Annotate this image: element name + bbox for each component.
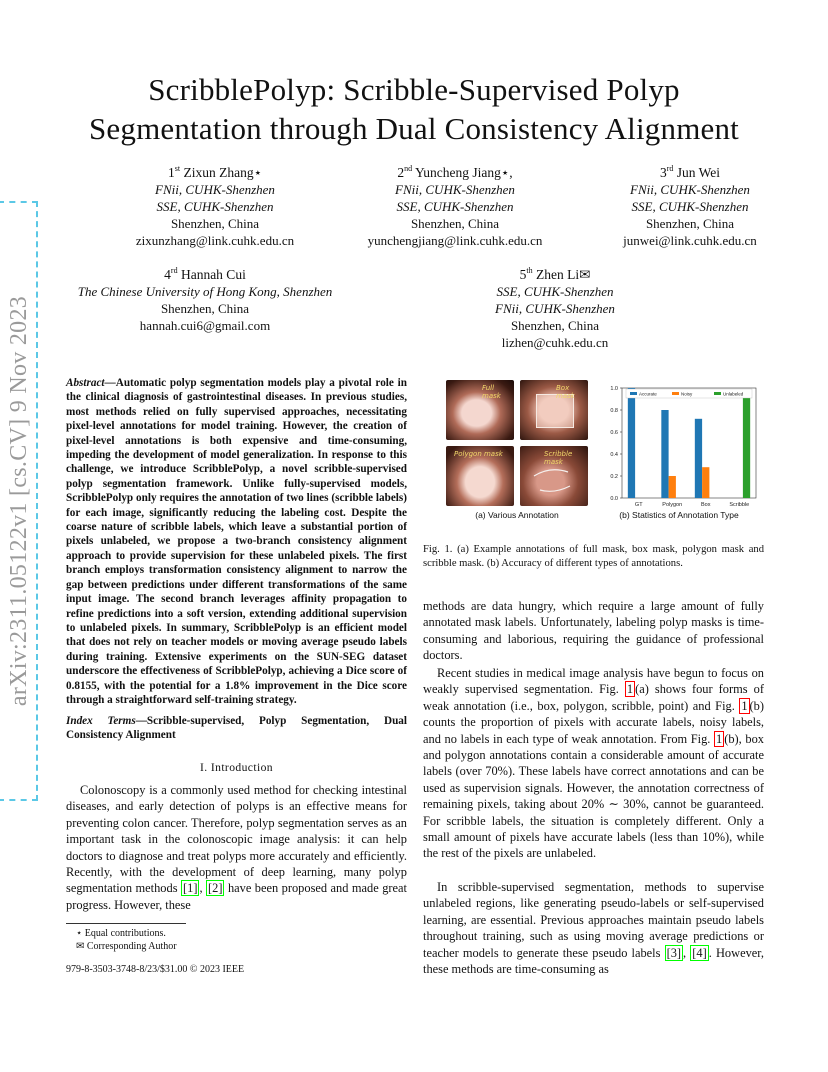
bar-noisy-polygon <box>669 476 676 498</box>
y-tick-label: 0.2 <box>610 474 618 480</box>
abstract <box>66 376 407 707</box>
legend-swatch-noisy <box>672 392 679 395</box>
footnote-rule <box>66 923 186 924</box>
citation-4[interactable]: [4] <box>692 945 707 960</box>
right-paragraph-3: In scribble-supervised segmentation, methods to supervise unlabeled regions, like generating pseudo-labels or self-supervised learning, are essential. Previous approaches maintain pseudo labels throughout training, such as using moving average predictions or teacher models to generate these pseudo labels [3] , [4] . However, these methods are time-consuming as <box>423 880 764 977</box>
y-tick-label: 1.0 <box>610 386 618 392</box>
author-2-email[interactable]: yunchengjiang@link.cuhk.edu.cn <box>367 233 543 248</box>
paper-title <box>0 70 828 148</box>
author-3: 3rd Jun Wei FNii, CUHK-Shenzhen SSE, CUHK-Shenzhen Shenzhen, China junwei@link.cuhk.edu.cn <box>580 164 800 249</box>
legend-swatch-unlabeled <box>714 392 721 395</box>
figure-1a <box>446 380 588 508</box>
index-terms-label: Index Terms <box>66 715 136 727</box>
chart-frame <box>622 388 756 498</box>
abstract-text: —Automatic polyp segmentation models play a pivotal role in the clinical diagnosis of gastrointestinal diseases. In previous studies, most methods relied on fully supervised approaches, necessitating pixel-level annotations for model training. However, the creation of pixel-level annotations is both expensive and time-consuming, impeding the development of model generalization. In response to this challenge, we introduce ScribblePolyp, a novel scribble-supervised polyp segmentation framework. Unlike fully-supervised models, ScribblePolyp only requires the annotation of two lines (scribble labels) for each image, significantly reducing the labeling cost. Despite the coarse nature of scribble labels, which leave a substantial portion of pixels unlabeled, we propose a two-branch consistency alignment approach to provide supervision for these unlabeled pixels. The first branch employs transformation consistency alignment to narrow the gap between predictions under different transformations of the same input image. The second branch leverages affinity propagation to refine predictions into a soft version, extending additional supervision to unlabeled pixels. In summary, ScribblePolyp is an efficient model that does not rely on teacher models or moving average pseudo labels during training. Extensive experiments on the SUN-SEG dataset underscore the effectiveness of ScribblePolyp, achieving a Dice score of 0.8155, with the potential for a 1.8% improvement in the Dice score through a straightforward self-training strategy. <box>66 377 407 706</box>
author-2: 2nd Yuncheng Jiang⋆, FNii, CUHK-Shenzhen SSE, CUHK-Shenzhen Shenzhen, China yunchengjiang@link.cuhk.edu.cn <box>340 164 570 249</box>
title-line-1: ScribblePolyp: Scribble-Supervised Polyp <box>148 72 680 107</box>
figure-ref-2[interactable]: 1 <box>741 698 748 713</box>
x-tick-label: Scribble <box>729 502 750 508</box>
legend-label-accurate: Accurate <box>639 391 657 397</box>
bar-unlabeled-scribble <box>743 390 750 498</box>
y-tick-label: 0.4 <box>610 452 618 458</box>
bar-accurate-box <box>695 419 702 498</box>
y-tick-label: 0.8 <box>610 408 618 414</box>
index-terms: Index Terms—Scribble-supervised, Polyp Segmentation, Dual Consistency Alignment <box>66 715 407 742</box>
legend-label-unlabeled: Unlabeled <box>723 391 744 397</box>
y-tick-label: 0.6 <box>610 430 618 436</box>
right-paragraph-1: methods are data hungry, which require a large amount of fully annotated mask labels. Unfortunately, labeling polyp masks is time-consuming and laborious, requiring the guidance of professional doctors. <box>423 599 764 663</box>
figure-ref-1[interactable]: 1 <box>626 682 634 697</box>
legend-label-noisy: Noisy <box>681 391 693 397</box>
section-heading-introduction: I. Introduction <box>200 761 273 774</box>
author-4-email[interactable]: hannah.cui6@gmail.com <box>139 318 271 333</box>
figure-1b-chart <box>598 380 760 510</box>
box-mask-image: Box mask <box>520 380 588 440</box>
x-tick-label: GT <box>634 502 643 508</box>
figure-1a-label: (a) Various Annotation <box>475 510 559 520</box>
author-4: 4rd Hannah Cui The Chinese University of Hong Kong, Shenzhen Shenzhen, China hannah.cui6@gmail.com <box>60 266 350 334</box>
citation-1[interactable]: [1] <box>183 881 198 896</box>
author-1-email[interactable]: zixunzhang@link.cuhk.edu.cn <box>135 233 295 248</box>
author-5-email[interactable]: lizhen@cuhk.edu.cn <box>501 335 609 350</box>
polygon-mask-image: Polygon mask <box>446 446 514 506</box>
footnote-equal: ⋆ Equal contributions. <box>76 928 166 939</box>
x-tick-label: Box <box>701 502 711 508</box>
author-1: 1st Zixun Zhang⋆ FNii, CUHK-Shenzhen SSE, CUHK-Shenzhen Shenzhen, China zixunzhang@link.cuhk.edu.cn <box>100 164 330 249</box>
bar-accurate-polygon <box>661 410 668 498</box>
author-5: 5th Zhen Li✉ SSE, CUHK-Shenzhen FNii, CUHK-Shenzhen Shenzhen, China lizhen@cuhk.edu.cn <box>440 266 670 351</box>
citation-2[interactable]: [2] <box>208 881 223 896</box>
citation-3[interactable]: [3] <box>666 945 682 960</box>
arxiv-stamp: arXiv:2311.05122v1 [cs.CV] 9 Nov 2023 <box>0 201 38 801</box>
footnote-corresponding: ✉ Corresponding Author <box>76 941 177 952</box>
figure-1b-label: (b) Statistics of Annotation Type <box>619 510 739 520</box>
title-line-2: Segmentation through Dual Consistency Alignment <box>88 111 739 146</box>
bar-accurate-gt <box>628 388 635 498</box>
abstract-label: Abstract <box>66 377 105 389</box>
figure-ref-3[interactable]: 1 <box>716 731 723 746</box>
x-tick-label: Polygon <box>662 502 683 508</box>
copyright-line: 979-8-3503-3748-8/23/$31.00 © 2023 IEEE <box>66 964 245 975</box>
y-tick-label: 0.0 <box>610 496 618 502</box>
full-mask-image: Full mask <box>446 380 514 440</box>
intro-paragraph: Colonoscopy is a commonly used method for checking intestinal diseases, and early detection of polyps is an effective means for preventing colon cancer. Therefore, polyp segmentation serves as an important task in the colonoscopic image analysis: it can help doctors to diagnose and treat polyps more accurately and efficiently. Recently, with the development of deep learning, many polyp segmentation methods [1] , [2] have been proposed and made great progress. However, these <box>66 783 407 912</box>
right-paragraph-2: Recent studies in medical image analysis have begun to focus on weakly supervised segmentation. Fig. 1 (a) shows four forms of weak annotation (i.e., box, polygon, scribble, point) and Fig. 1 (b) counts the proportion of pixels with accurate labels, noisy labels, and no labels in each type of weak annotation. From Fig. 1 (b), box and polygon annotations contain a considerable amount of accurate labels (over 70%). These labels have correct annotations and can be used as supervision signals. However, the annotation correctness of remaining pixels, taking about 20% ∼ 30%, cannot be guaranteed. For scribble labels, the situation is completely different. Only a small amount of pixels have accurate labels (less than 10%), while the rest of the pixels are unlabeled. <box>423 666 764 861</box>
figure-1-caption: Fig. 1. (a) Example annotations of full mask, box mask, polygon mask and scribble mask. (b) Accuracy of different types of annotations. <box>423 544 764 569</box>
legend-swatch-accurate <box>630 392 637 395</box>
author-3-email[interactable]: junwei@link.cuhk.edu.cn <box>623 233 757 248</box>
bar-noisy-box <box>702 467 709 498</box>
scribble-mask-image: Scribble mask <box>520 446 588 506</box>
